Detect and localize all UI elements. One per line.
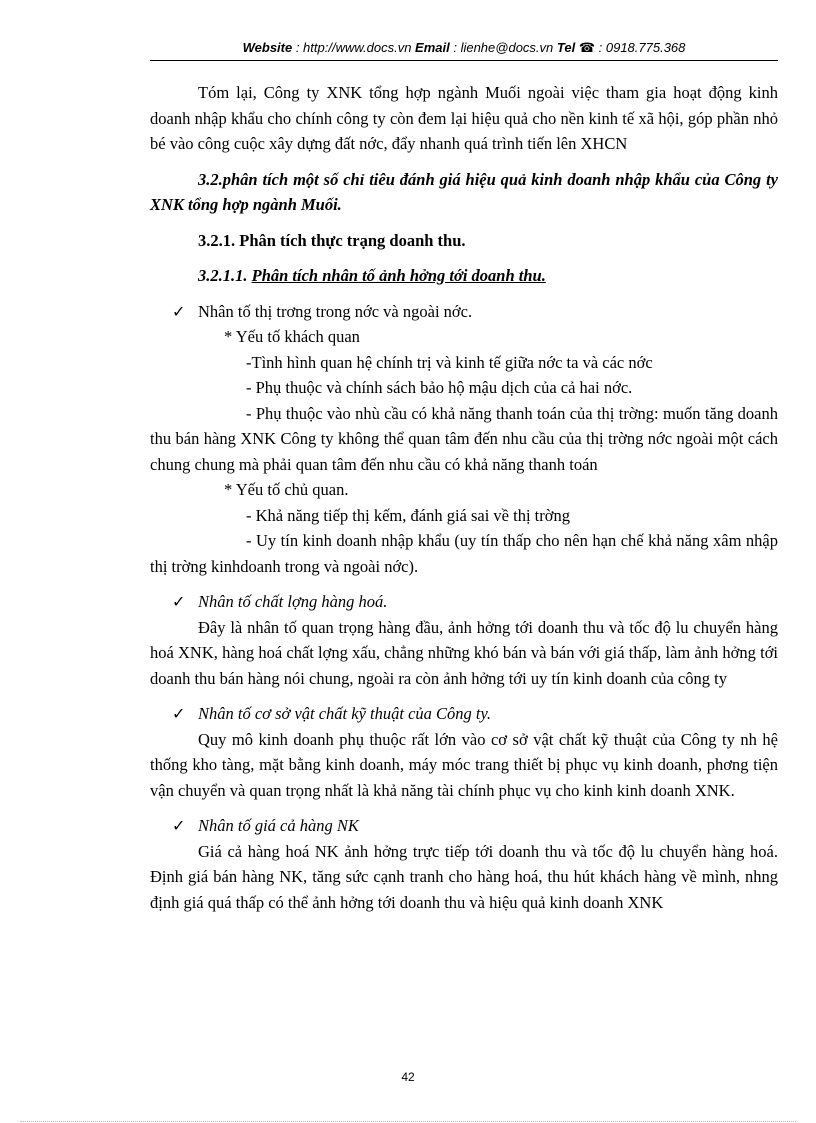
heading-number: 3.2.1.1.: [198, 266, 252, 285]
objective-factor-c: - Phụ thuộc vào nhù cầu có khả năng thanh toán của thị trờng: muốn tăng doanh thu bán hàng XNK Công ty không thể quan tâm đến nhu cầu của thị trờng nớc ngoài một cách chung chung mà phải quan tâm đến nhu cầu có khả năng thanh toán: [150, 403, 778, 474]
factor-facilities-text: Quy mô kinh doanh phụ thuộc rất lớn vào cơ sở vật chất kỹ thuật của Công ty nh hệ thống kho tàng, mặt bằng kinh doanh, máy móc trang thiết bị phục vụ kinh doanh, phơng tiện vận chuyển và quan trọng nhất là khả năng tài chính phục vụ cho kinh kinh doanh XNK.: [150, 729, 778, 800]
website-label: Website: [242, 40, 293, 55]
page-header: [150, 36, 778, 60]
objective-factor-a: -Tình hình quan hệ chính trị và kinh tế giữa nớc ta và các nớc: [246, 352, 653, 372]
factor-quality: [172, 589, 778, 615]
header-rule: [150, 60, 778, 61]
objective-factors-heading: * Yếu tố khách quan: [224, 327, 360, 346]
checkmark-icon: ✓: [172, 704, 186, 723]
tel-label: Tel: [556, 40, 576, 55]
checkmark-icon: ✓: [172, 592, 186, 611]
checkmark-icon: ✓: [172, 816, 186, 835]
factor-facilities: [172, 701, 778, 727]
email-value[interactable]: : lienhe@docs.vn: [449, 40, 557, 55]
subjective-factors-heading: * Yếu tố chủ quan.: [224, 480, 349, 499]
paragraph-summary: Tóm lại, Công ty XNK tổng hợp ngành Muối ngoài việc tham gia hoạt động kinh doanh nhập khẩu cho chính công ty còn đem lại hiệu quả cho nền kinh tế xã hội, góp phần nhỏ bé vào công cuộc xây dựng đất nớc, đẩy nhanh quá trình tiến lên XHCN: [150, 83, 778, 153]
subjective-factor-b: - Uy tín kinh doanh nhập khẩu (uy tín thấp cho nên hạn chế khả năng xâm nhập thị trờng kinhdoanh trong và ngoài nớc).: [150, 531, 778, 576]
document-body: [150, 80, 778, 915]
tel-value: : 0918.775.368: [595, 40, 686, 55]
objective-factor-b: - Phụ thuộc và chính sách bảo hộ mậu dịch của cả hai nớc.: [246, 378, 633, 397]
factor-quality-text: Đây là nhân tố quan trọng hàng đầu, ảnh hởng tới doanh thu và tốc độ lu chuyển hàng hoá XNK, hàng hoá chất lợng xấu, chẳng những khó bán và bán với giá thấp, làm ảnh hởng tới doanh thu bán hàng nói chung, ngoài ra còn ảnh hởng tới uy tín kinh doanh của công ty: [150, 617, 778, 688]
factor-price: [172, 813, 778, 839]
factor-price-title: Nhân tố giá cả hàng NK: [198, 816, 359, 835]
phone-icon: ☎: [578, 40, 596, 55]
section-heading-3-2-1-1: [198, 263, 778, 289]
subjective-factor-a: - Khả năng tiếp thị kếm, đánh giá sai về thị trờng: [246, 505, 570, 525]
factor-market-title: Nhân tố thị trơng trong nớc và ngoài nớc.: [198, 301, 473, 321]
email-label: Email: [415, 40, 450, 55]
checkmark-icon: ✓: [172, 301, 186, 321]
factor-price-text: Giá cả hàng hoá NK ảnh hởng trực tiếp tới doanh thu và tốc độ lu chuyển hàng hoá. Định giá bán hàng NK, tăng sức cạnh tranh cho hàng hoá, thu hút khách hàng về mình, nhng định giá quá thấp có thể ảnh hởng tới doanh thu và hiệu quả kinh doanh XNK: [150, 841, 778, 912]
page-number: 42: [401, 1070, 415, 1084]
factor-market: [172, 299, 778, 325]
section-heading-3-2-1: 3.2.1. Phân tích thực trạng doanh thu.: [198, 230, 466, 250]
website-value[interactable]: : http://www.docs.vn: [292, 40, 416, 55]
heading-title: Phân tích nhân tố ảnh hởng tới doanh thu.: [251, 266, 546, 285]
page-bottom-divider: [20, 1121, 796, 1122]
factor-quality-title: Nhân tố chất lợng hàng hoá.: [198, 592, 388, 611]
factor-facilities-title: Nhân tố cơ sở vật chất kỹ thuật của Công ty.: [198, 704, 492, 723]
section-heading-3-2: 3.2.phân tích một số chỉ tiêu đánh giá hiệu quả kinh doanh nhập khẩu của Công ty XNK tổng hợp ngành Muối.: [150, 169, 778, 214]
